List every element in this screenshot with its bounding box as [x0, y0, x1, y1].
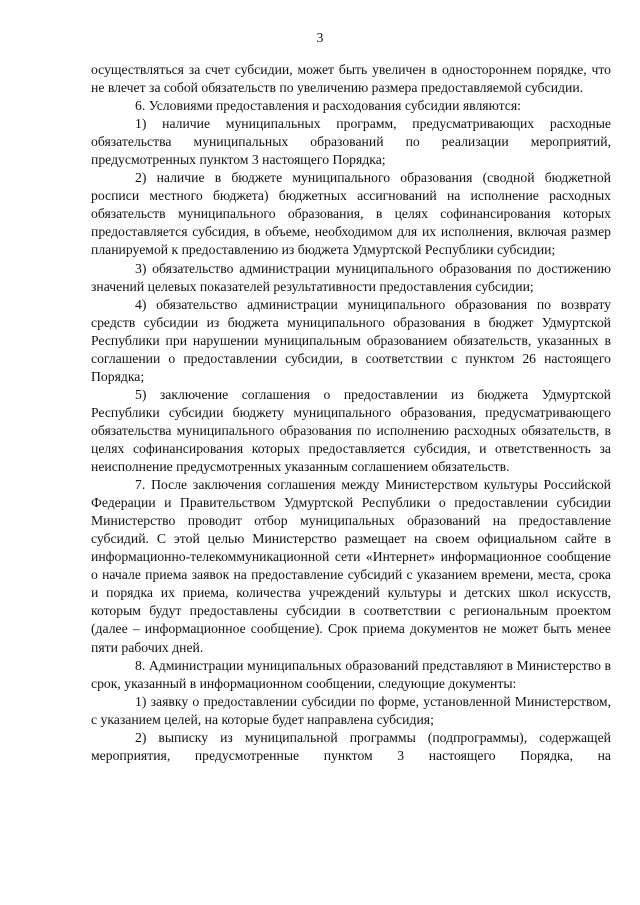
paragraph-condition-5: 5) заключение соглашения о предоставлении из бюджета Удмуртской Республики субсидии бюджету муниципального образования, предусматривающего обязательства муниципального образования по исполнению расходных обязательств, в целях софинансирования которых предоставляется субсидия, и ответственность за неисполнение предусмотренных указанным соглашением обязательств. [91, 386, 611, 475]
paragraph-condition-3: 3) обязательство администрации муниципального образования по достижению значений целевых показателей результативности предоставления субсидии; [91, 260, 611, 294]
page-number: 3 [316, 30, 324, 45]
paragraph-clause-8: 8. Администрации муниципальных образований представляют в Министерство в срок, указанный в информационном сообщении, следующие документы: [91, 657, 611, 691]
paragraph-document-2: 2) выписку из муниципальной программы (подпрограммы), содержащей мероприятия, предусмотренные пунктом 3 настоящего Порядка, на [91, 729, 611, 763]
document-body [91, 61, 611, 765]
paragraph-continuation: осуществляться за счет субсидии, может быть увеличен в одностороннем порядке, что не влечет за собой обязательств по увеличению размера предоставляемой субсидии. [91, 62, 611, 96]
paragraph-clause-7: 7. После заключения соглашения между Министерством культуры Российской Федерации и Правительством Удмуртской Республики о предоставлении субсидии Министерство проводит отбор муниципальных образований на предоставление субсидий. С этой целью Министерство размещает на своем официальном сайте в информационно-телекоммуникационной сети «Интернет» информационное сообщение о начале приема заявок на предоставление субсидий с указанием времени, места, срока и порядка их приема, количества учреждений культуры и детских школ искусств, которым будут предоставлены субсидии в соответствии с региональным проектом (далее – информационное сообщение). Срок приема документов не может быть менее пяти рабочих дней. [91, 477, 611, 655]
paragraph-document-1: 1) заявку о предоставлении субсидии по форме, установленной Министерством, с указанием целей, на которые будет направлена субсидия; [91, 693, 611, 727]
paragraph-condition-1: 1) наличие муниципальных программ, предусматривающих расходные обязательства муниципальных образований по реализации мероприятий, предусмотренных пунктом 3 настоящего Порядка; [91, 116, 611, 168]
paragraph-condition-4: 4) обязательство администрации муниципального образования по возврату средств субсидии из бюджета муниципального образования в бюджет Удмуртской Республики при нарушении муниципальным образованием обязательств, указанных в соглашении о предоставлении субсидии, в соответствии с пунктом 26 настоящего Порядка; [91, 296, 611, 384]
paragraph-condition-2: 2) наличие в бюджете муниципального образования (сводной бюджетной росписи местного бюджета) бюджетных ассигнований на исполнение расходных обязательств муниципального образования, в целях софинансирования которых предоставляется субсидия, в объеме, необходимом для их исполнения, включая размер планируемой к предоставлению из бюджета Удмуртской Республики субсидии; [91, 170, 611, 258]
paragraph-clause-6: 6. Условиями предоставления и расходования субсидии являются: [135, 98, 521, 114]
